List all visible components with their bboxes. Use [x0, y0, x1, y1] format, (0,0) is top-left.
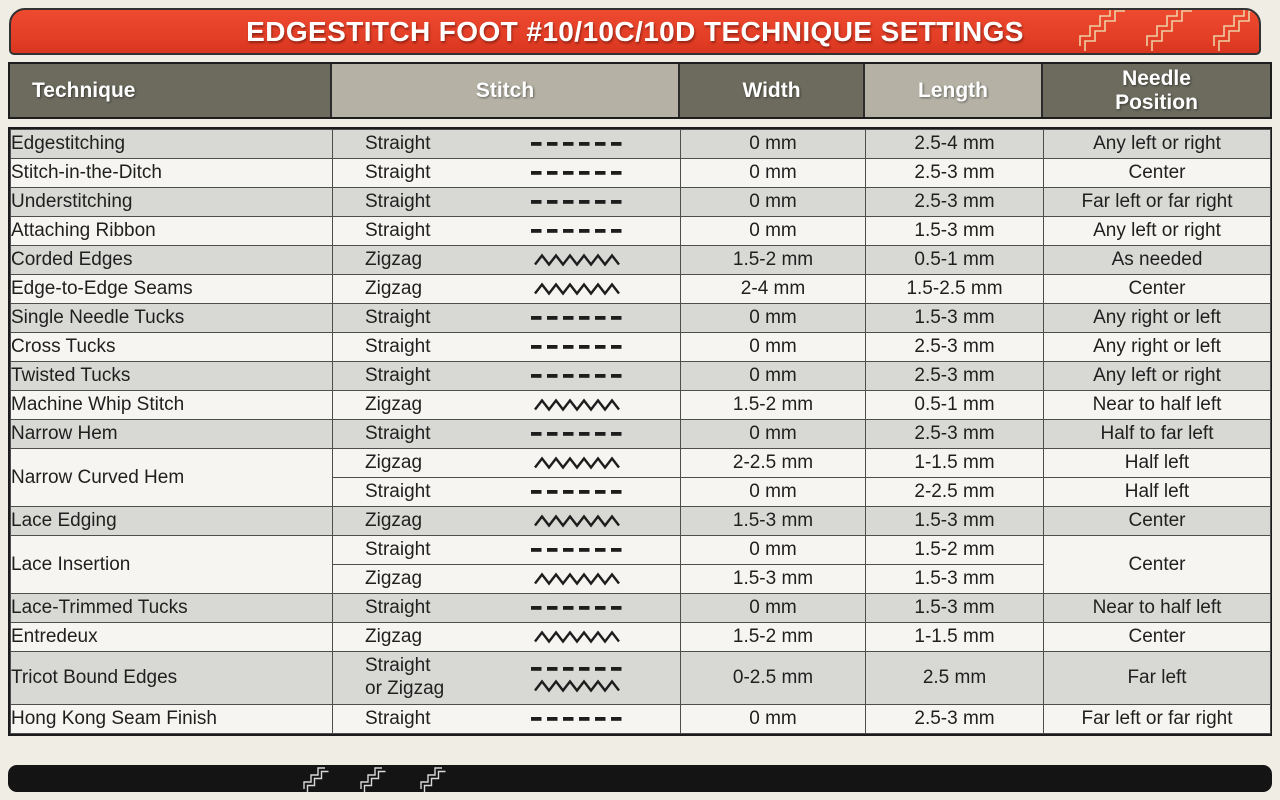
stitch-cell [333, 333, 681, 362]
zigzag-stitch-icon [533, 253, 623, 267]
column-header-label: Technique [32, 78, 136, 102]
table-row [11, 217, 1271, 246]
needle-position-cell: Near to half left [1044, 594, 1271, 623]
length-cell: 1.5-2.5 mm [866, 275, 1044, 304]
length-cell: 1-1.5 mm [866, 449, 1044, 478]
stitch-name: Straight [365, 219, 431, 241]
table-row [11, 507, 1271, 536]
stitch-cell [333, 130, 681, 159]
needle-position-cell: Half left [1044, 449, 1271, 478]
needle-position-cell: Center [1044, 623, 1271, 652]
stitch-cell [333, 304, 681, 333]
stitch-cell [333, 652, 681, 705]
settings-table-grid [10, 129, 1271, 734]
table-row [11, 130, 1271, 159]
table-row [11, 333, 1271, 362]
straight-stitch-icon [531, 168, 625, 179]
needle-position-cell: Any right or left [1044, 333, 1271, 362]
stitch-name: Zigzag [365, 567, 423, 589]
stitch-name: Straight [365, 655, 431, 677]
straight-stitch-icon [531, 714, 625, 725]
stitch-name: Zigzag [365, 393, 423, 415]
stitch-name: Straight [365, 161, 431, 183]
needle-position-cell: Center [1044, 159, 1271, 188]
stitch-name: Straight [365, 707, 431, 729]
stitch-name: or Zigzag [365, 678, 445, 699]
table-row [11, 304, 1271, 333]
settings-table-body [11, 130, 1271, 734]
length-cell: 2-2.5 mm [866, 478, 1044, 507]
technique-cell: Narrow Hem [11, 420, 333, 449]
stitch-name: Straight [365, 306, 431, 328]
footer-bar [8, 765, 1272, 792]
length-cell: 1.5-3 mm [866, 594, 1044, 623]
settings-table [8, 127, 1272, 736]
table-row [11, 275, 1271, 304]
length-cell: 2.5-3 mm [866, 159, 1044, 188]
straight-stitch-icon [531, 313, 625, 324]
technique-cell: Attaching Ribbon [11, 217, 333, 246]
straight-stitch-icon [531, 545, 625, 556]
needle-position-cell: Any left or right [1044, 217, 1271, 246]
zigzag-stitch-icon [533, 456, 623, 470]
straight-stitch-icon [531, 139, 625, 150]
table-row [11, 391, 1271, 420]
technique-cell: Cross Tucks [11, 333, 333, 362]
column-header-label: Needle Position [1115, 67, 1198, 114]
stair-stitch-pattern-icon [360, 767, 389, 792]
width-cell: 0 mm [681, 159, 866, 188]
technique-cell: Understitching [11, 188, 333, 217]
technique-cell: Single Needle Tucks [11, 304, 333, 333]
straight-stitch-icon [531, 342, 625, 353]
width-cell: 0 mm [681, 217, 866, 246]
width-cell: 1.5-3 mm [681, 507, 866, 536]
table-row [11, 652, 1271, 705]
technique-cell: Lace Insertion [11, 536, 333, 594]
width-cell: 1.5-2 mm [681, 246, 866, 275]
table-row [11, 420, 1271, 449]
stitch-cell [333, 217, 681, 246]
stair-stitch-pattern-icon [1079, 8, 1127, 51]
width-cell: 0-2.5 mm [681, 652, 866, 705]
straight-stitch-icon [531, 371, 625, 382]
technique-cell: Entredeux [11, 623, 333, 652]
stitch-name: Straight [365, 190, 431, 212]
width-cell: 2-2.5 mm [681, 449, 866, 478]
stitch-cell [333, 159, 681, 188]
stitch-name: Zigzag [365, 625, 423, 647]
stitch-cell [333, 420, 681, 449]
needle-position-cell: As needed [1044, 246, 1271, 275]
straight-stitch-icon [531, 429, 625, 440]
column-header-width [680, 64, 865, 117]
width-cell: 0 mm [681, 362, 866, 391]
width-cell: 1.5-2 mm [681, 391, 866, 420]
length-cell: 0.5-1 mm [866, 246, 1044, 275]
length-cell: 1.5-2 mm [866, 536, 1044, 565]
straight-stitch-icon [531, 487, 625, 498]
column-header-technique [10, 64, 332, 117]
length-cell: 1.5-3 mm [866, 217, 1044, 246]
width-cell: 0 mm [681, 304, 866, 333]
stitch-name: Straight [365, 480, 431, 502]
stitch-cell [333, 623, 681, 652]
needle-position-cell: Center [1044, 275, 1271, 304]
needle-position-cell: Center [1044, 536, 1271, 594]
column-header-stitch [332, 64, 680, 117]
stitch-cell [333, 188, 681, 217]
table-row [11, 246, 1271, 275]
stitch-name: Zigzag [365, 248, 423, 270]
column-header-label: Stitch [475, 78, 535, 102]
stitch-cell [333, 705, 681, 734]
needle-position-cell: Near to half left [1044, 391, 1271, 420]
stitch-name: Zigzag [365, 277, 423, 299]
needle-position-cell: Any right or left [1044, 304, 1271, 333]
length-cell: 2.5-3 mm [866, 333, 1044, 362]
stitch-cell [333, 478, 681, 507]
technique-cell: Edge-to-Edge Seams [11, 275, 333, 304]
table-row [11, 536, 1271, 565]
width-cell: 1.5-3 mm [681, 565, 866, 594]
needle-position-cell: Center [1044, 507, 1271, 536]
table-row [11, 623, 1271, 652]
stitch-name: Zigzag [365, 509, 423, 531]
stitch-cell [333, 507, 681, 536]
stitch-name: Straight [365, 422, 431, 444]
needle-position-cell: Far left [1044, 652, 1271, 705]
column-header-label: Width [742, 78, 801, 102]
stitch-name: Straight [365, 538, 431, 560]
needle-position-cell: Far left or far right [1044, 705, 1271, 734]
column-header-row [8, 62, 1272, 119]
technique-cell: Twisted Tucks [11, 362, 333, 391]
length-cell: 2.5-3 mm [866, 188, 1044, 217]
technique-cell: Lace Edging [11, 507, 333, 536]
length-cell: 0.5-1 mm [866, 391, 1044, 420]
stair-stitch-pattern-icon [420, 767, 449, 792]
stitch-cell [333, 391, 681, 420]
width-cell: 0 mm [681, 705, 866, 734]
stitch-name: Straight [365, 364, 431, 386]
stitch-name: Straight [365, 596, 431, 618]
width-cell: 0 mm [681, 536, 866, 565]
zigzag-stitch-icon [533, 282, 623, 296]
stair-stitch-pattern-icon [1213, 8, 1261, 51]
length-cell: 1.5-3 mm [866, 565, 1044, 594]
stitch-cell [333, 246, 681, 275]
zigzag-stitch-icon [533, 679, 623, 693]
needle-position-cell: Half left [1044, 478, 1271, 507]
table-row [11, 362, 1271, 391]
straight-stitch-icon [531, 603, 625, 614]
technique-cell: Machine Whip Stitch [11, 391, 333, 420]
page-title: EDGESTITCH FOOT #10/10C/10D TECHNIQUE SETTINGS [246, 15, 1024, 47]
title-banner [9, 8, 1261, 55]
straight-stitch-icon [531, 197, 625, 208]
table-row [11, 449, 1271, 478]
technique-cell: Narrow Curved Hem [11, 449, 333, 507]
width-cell: 0 mm [681, 130, 866, 159]
column-header-label: Length [918, 78, 988, 102]
stitch-cell [333, 536, 681, 565]
length-cell: 1.5-3 mm [866, 507, 1044, 536]
width-cell: 0 mm [681, 594, 866, 623]
width-cell: 0 mm [681, 333, 866, 362]
length-cell: 2.5-4 mm [866, 130, 1044, 159]
stitch-cell [333, 594, 681, 623]
technique-cell: Lace-Trimmed Tucks [11, 594, 333, 623]
technique-cell: Stitch-in-the-Ditch [11, 159, 333, 188]
stitch-name: Zigzag [365, 451, 423, 473]
table-row [11, 188, 1271, 217]
column-header-length [865, 64, 1043, 117]
stair-stitch-pattern-icon [1146, 8, 1194, 51]
length-cell: 2.5-3 mm [866, 362, 1044, 391]
stair-stitch-pattern-icon [303, 767, 332, 792]
length-cell: 1-1.5 mm [866, 623, 1044, 652]
length-cell: 2.5 mm [866, 652, 1044, 705]
technique-cell: Edgestitching [11, 130, 333, 159]
stitch-cell [333, 362, 681, 391]
width-cell: 0 mm [681, 420, 866, 449]
zigzag-stitch-icon [533, 514, 623, 528]
width-cell: 1.5-2 mm [681, 623, 866, 652]
width-cell: 2-4 mm [681, 275, 866, 304]
table-row [11, 159, 1271, 188]
zigzag-stitch-icon [533, 630, 623, 644]
length-cell: 1.5-3 mm [866, 304, 1044, 333]
needle-position-cell: Far left or far right [1044, 188, 1271, 217]
stitch-cell [333, 275, 681, 304]
stitch-cell [333, 449, 681, 478]
column-header-needle-position [1043, 64, 1270, 117]
technique-cell: Hong Kong Seam Finish [11, 705, 333, 734]
table-row [11, 594, 1271, 623]
technique-cell: Corded Edges [11, 246, 333, 275]
length-cell: 2.5-3 mm [866, 705, 1044, 734]
width-cell: 0 mm [681, 188, 866, 217]
stitch-cell [333, 565, 681, 594]
width-cell: 0 mm [681, 478, 866, 507]
stitch-name: Straight [365, 132, 431, 154]
needle-position-cell: Half to far left [1044, 420, 1271, 449]
needle-position-cell: Any left or right [1044, 130, 1271, 159]
length-cell: 2.5-3 mm [866, 420, 1044, 449]
technique-cell: Tricot Bound Edges [11, 652, 333, 705]
zigzag-stitch-icon [533, 398, 623, 412]
table-row [11, 705, 1271, 734]
zigzag-stitch-icon [533, 572, 623, 586]
stitch-name: Straight [365, 335, 431, 357]
needle-position-cell: Any left or right [1044, 362, 1271, 391]
straight-stitch-icon [531, 664, 625, 675]
straight-stitch-icon [531, 226, 625, 237]
